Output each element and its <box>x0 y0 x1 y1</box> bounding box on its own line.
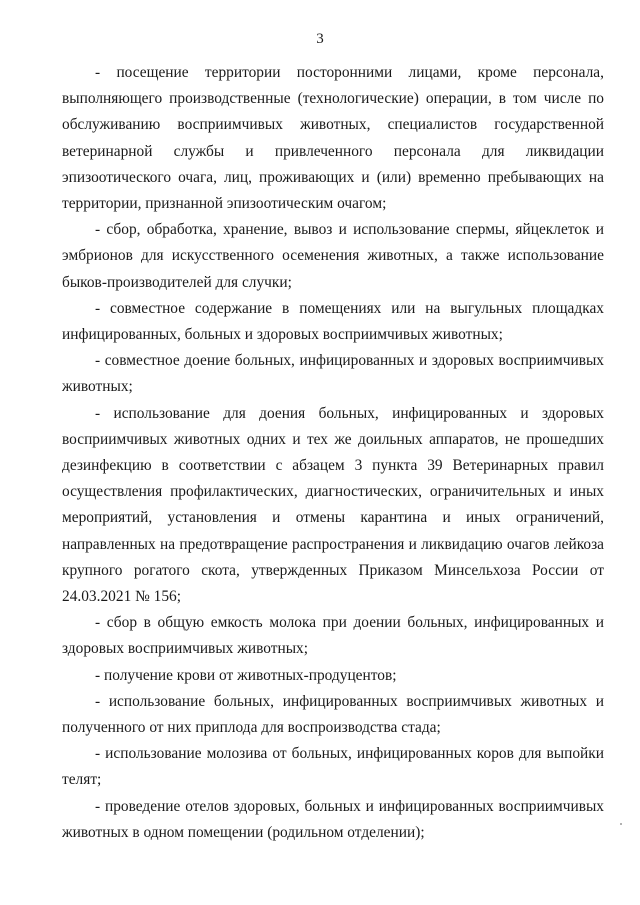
restriction-item-calving: - проведение отелов здоровых, больных и инфицированных восприимчивых животных в одном помещении (родильном отделении); <box>62 797 604 841</box>
scan-speck <box>620 823 622 825</box>
restriction-item-breeding-use: - использование больных, инфицированных восприимчивых животных и полученного от них приплода для воспроизводства стада; <box>62 692 604 737</box>
page-number: 3 <box>316 31 324 47</box>
restriction-item-semen-embryos: - сбор, обработка, хранение, вывоз и использование спермы, яйцеклеток и эмбрионов для искусственного осеменения животных, а также использование быков-производителей для случки; <box>62 221 604 291</box>
restriction-item-joint-housing: - совместное содержание в помещениях или на выгульных площадках инфицированных, больных и здоровых восприимчивых животных; <box>62 299 604 344</box>
restriction-item-visitors: - посещение территории посторонними лицами, кроме персонала, выполняющего производственные (технологические) операции, в том числе по обслуживанию восприимчивых животных, специалистов государственной ветеринарной службы и привлеченного персонала для ликвидации эпизоотического очага, лиц, проживающих и (или) временно пребывающих на территории, признанной эпизоотическим очагом; <box>62 64 604 213</box>
document-body <box>62 60 604 846</box>
restriction-item-milk-collection: - сбор в общую емкость молока при доении больных, инфицированных и здоровых восприимчивых животных; <box>62 614 604 658</box>
restriction-item-joint-milking: - совместное доение больных, инфицированных и здоровых восприимчивых животных; <box>62 352 604 396</box>
restriction-item-milking-equipment: - использование для доения больных, инфицированных и здоровых восприимчивых животных одних и тех же доильных аппаратов, не прошедших дезинфекцию в соответствии с абзацем 3 пункта 39 Ветеринарных правил осуществления профилактических, диагностических, ограничительных и иных мероприятий, установления и отмены карантина и иных ограничений, направленных на предотвращение распространения и ликвидацию очагов лейкоза крупного рогатого скота, утвержденных Приказом Минсельхоза России от 24.03.2021 № 156; <box>62 404 604 606</box>
restriction-item-colostrum: - использование молозива от больных, инфицированных коров для выпойки телят; <box>62 745 604 789</box>
restriction-item-blood-collection: - получение крови от животных-продуцентов; <box>95 666 397 684</box>
